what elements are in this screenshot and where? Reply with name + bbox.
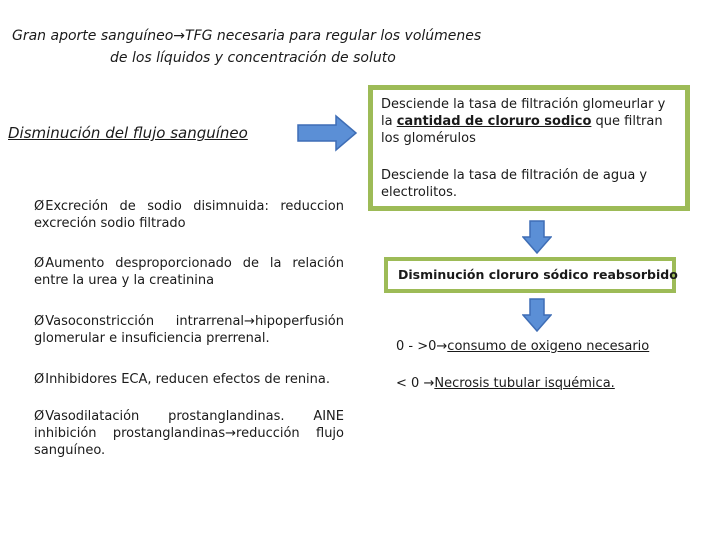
result-text: Necrosis tubular isquémica. xyxy=(434,376,615,391)
subtitle: Disminución del flujo sanguíneo xyxy=(8,124,248,142)
bullet-check-icon: Ø xyxy=(34,409,45,424)
filtration-paragraph-1 xyxy=(381,96,677,147)
bullet-text: Excreción de sodio disimnuida: reduccion excreción sodio filtrado xyxy=(34,199,344,231)
bullet-check-icon: Ø xyxy=(34,256,45,271)
bullet-check-icon: Ø xyxy=(34,199,45,214)
arrow-right-icon: → xyxy=(423,376,435,391)
result-prefix: 0 - >0 xyxy=(396,339,437,354)
heading-line-1 xyxy=(12,28,481,44)
bullet-item-1 xyxy=(34,198,344,232)
heading-text-b: TFG necesaria para regular los volúmenes xyxy=(185,28,482,44)
arrow-right-icon: → xyxy=(225,426,237,441)
bullet-item-2 xyxy=(34,255,344,289)
reabsorption-box: Disminución cloruro sódico reabsorbido xyxy=(384,257,676,293)
para-text: Desciende la tasa de filtración glomeurlar y la xyxy=(381,97,666,129)
bullet-item-3 xyxy=(34,313,344,347)
bullet-check-icon: Ø xyxy=(34,372,45,387)
bullet-text: Vasoconstricción intrarrenal xyxy=(45,314,245,329)
para-text-cont: que filtran los glomérulos xyxy=(381,114,663,146)
filtration-paragraph-2: Desciende la tasa de filtración de agua y electrolitos. xyxy=(381,168,648,200)
heading-line-2: de los líquidos y concentración de soluto xyxy=(110,50,396,66)
arrow-right-icon: → xyxy=(173,28,186,44)
bullet-item-5 xyxy=(34,408,344,459)
arrow-down-icon xyxy=(522,298,552,332)
bullet-text: Inhibidores ECA, reducen efectos de renina. xyxy=(45,372,331,387)
bullet-item-4 xyxy=(34,371,344,388)
bullet-check-icon: Ø xyxy=(34,314,45,329)
result-text: consumo de oxigeno necesario xyxy=(447,339,650,354)
arrow-down-icon xyxy=(522,220,552,254)
arrow-right-icon xyxy=(296,113,358,153)
bullet-text: Vasodilatación prostanglandinas. AINE inhibición prostanglandinas xyxy=(34,409,344,441)
bullet-text-cont: reducción flujo sanguíneo. xyxy=(34,426,344,458)
result-line-2 xyxy=(396,376,615,391)
heading-text-a: Gran aporte sanguíneo xyxy=(12,28,174,44)
result-prefix: < 0 xyxy=(396,376,424,391)
bullet-text-cont: hipoperfusión glomerular e insuficiencia prerrenal. xyxy=(34,314,344,346)
filtration-box xyxy=(368,85,690,211)
result-line-1 xyxy=(396,339,649,354)
bullet-text: Aumento desproporcionado de la relación entre la urea y la creatinina xyxy=(34,256,344,288)
arrow-right-icon: → xyxy=(244,314,255,329)
arrow-right-icon: → xyxy=(436,339,448,354)
para-bold: cantidad de cloruro sodico xyxy=(396,114,592,129)
